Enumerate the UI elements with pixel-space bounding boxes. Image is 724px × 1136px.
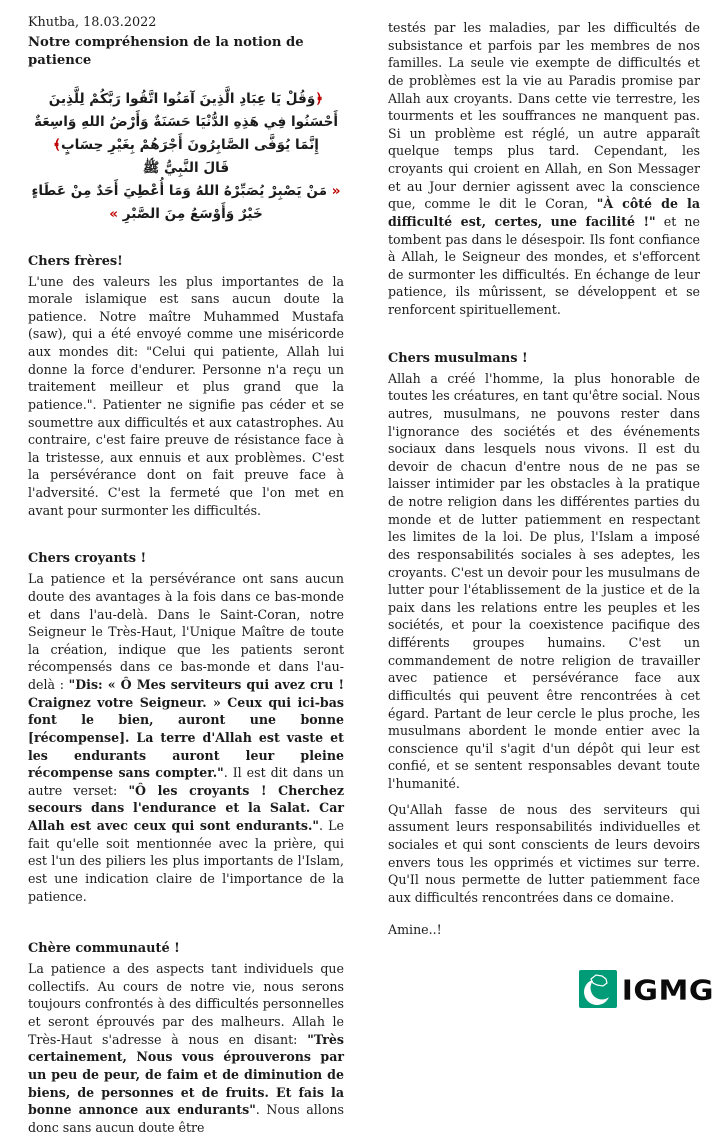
amine-line: Amine..! xyxy=(388,922,442,938)
igmg-logo xyxy=(579,970,714,1012)
right-column xyxy=(388,14,700,1136)
page-title: Notre compréhension de la notion de patience xyxy=(28,35,304,69)
crescent-icon xyxy=(579,970,617,1012)
section-heading-chere-communaute: Chère communauté ! xyxy=(28,941,180,957)
left-column xyxy=(28,14,344,1136)
paragraph-dua: Qu'Allah fasse de nous des serviteurs qui assument leurs responsabilités individuelles et sociales et qui sont conscients de leurs devoirs envers tous les opprimés et victimes sur terre. Qu'Il nous permette de lutter patiemment face aux difficultés rencontrées dans ce domaine. xyxy=(388,801,700,905)
section-heading-chers-croyants: Chers croyants ! xyxy=(28,551,147,567)
section-heading-chers-musulmans: Chers musulmans ! xyxy=(388,350,528,366)
narration-intro-arabic: قَالَ النَّبِيُّ ﷺ xyxy=(142,160,230,177)
quran-verse-arabic: ﴿وَقُلْ يَا عِبَادِ الَّذِينَ آمَنُوا اتَّقُوا رَبَّكُمْ لِلَّذِينَ أَحْسَنُوا فِي هَذِهِ الدُّنْيَا حَسَنَةٌ وَأَرْضُ اللهِ وَاسِعَةٌ إِنَّمَا يُوَفَّى الصَّابِرُونَ أَجْرَهُمْ بِغَيْرِ حِسَابٍ﴾ xyxy=(33,90,339,154)
paragraph-croyants: La patience et la persévérance ont sans aucun doute des avantages à la fois dans ce bas-monde et dans l'au-delà. Dans le Saint-Coran, notre Seigneur le Très-Haut, l'Unique Maître de toute la création, indique que les patients seront récompensés dans ce bas-monde et dans l'au-delà : "Dis: « Ô Mes serviteurs qui avez cru ! Craignez votre Seigneur. » Ceux qui ici-bas font le bien, auront une bonne [récompense]. La terre d'Allah est vaste et les endurants auront leur pleine récompense sans compter.". Il est dit dans un autre verset: "Ô les croyants ! Cherchez secours dans l'endurance et la Salat. Car Allah est avec ceux qui sont endurants.". Le fait qu'elle soit mentionnée avec la prière, qui est l'un des piliers les plus importants de l'Islam, est une indication claire de l'importance de la patience. xyxy=(28,571,345,904)
section-heading-chers-freres: Chers frères! xyxy=(28,253,123,269)
paragraph-freres: L'une des valeurs les plus importantes de la morale islamique est sans aucun doute la patience. Notre maître Muhammed Mustafa (saw), qui a été envoyé comme une miséricorde aux mondes dit: "Celui qui patiente, Allah lui donne la force d'endurer. Personne n'a reçu un traitement meilleur et plus grand que la patience.". Patienter ne signifie pas céder et se soumettre aux difficultés et aux catastrophes. Au contraire, c'est faire preuve de résistance face à la tristesse, aux ennuis et aux problèmes. C'est la persévérance dont on fait preuve face à l'adversité. C'est la fermeté que l'on met en avant pour surmonter les difficultés. xyxy=(28,273,344,518)
paragraph-communaute: La patience a des aspects tant individuels que collectifs. Au cours de notre vie, nous serons toujours confrontés à des difficultés personnelles et seront éprouvés par des malheurs. Allah le Très-Haut s'adresse à nous en disant: "Très certainement, Nous vous éprouverons par un peu de peur, de faim et de diminution de biens, de personnes et de fruits. Et fais la bonne annonce aux endurants". Nous allons donc sans aucun doute être xyxy=(28,961,344,1135)
hadith-arabic: « مَنْ يَصْبِرْ يُصَبِّرْهُ اللهُ وَمَا أُعْطِيَ أَحَدٌ مِنْ عَطَاءٍ خَيْرٌ وَأَوْسَعُ مِنَ الصَّبْرِ » xyxy=(31,183,341,223)
igmg-logo-text: IGMG xyxy=(621,974,714,1007)
paragraph-musulmans: Allah a créé l'homme, la plus honorable de toutes les créatures, en tant qu'être social. Nous autres, musulmans, ne pouvons rester dans l'ignorance des sociétés et des événements sociaux dans lesquels nous vivons. Il est du devoir de chacun d'entre nous de ne pas se laisser intimider par les obstacles à la pratique de notre religion dans les différentes parties du monde et de lutter patiemment en respectant les limites de la loi. De plus, l'Islam a imposé des responsabilités sociales à ses adeptes, les croyants. C'est un devoir pour les musulmans de lutter pour l'établissement de la justice et de la paix dans les relations entre les peuples et les sociétés, et pour la coexistence pacifique des différents groupes humains. C'est un commandement de notre religion de travailler avec patience et persévérance face aux difficultés qui peuvent être rencontrées à cet égard. Partant de leur cercle le plus proche, les musulmans abordent le monde entier avec la conscience qu'il s'agit d'un dépôt qui leur est confié, et se sentent responsables devant toute l'humanité. xyxy=(388,370,700,791)
date-line: Khutba, 18.03.2022 xyxy=(28,15,157,30)
arabic-quotes-block xyxy=(28,88,344,227)
paragraph-continuation: testés par les maladies, par les difficultés de subsistance et parfois par les membres de nos familles. La seule vie exempte de difficultés et de problèmes est la vie au Paradis promise par Allah aux croyants. Dans cette vie terrestre, les tourments et les souffrances ne manquent pas. Si un problème est réglé, un autre apparaît quelque temps plus tard. Cependant, les croyants qui croient en Allah, en Son Messager et au Jour dernier agissent avec la conscience que, comme le dit le Coran, "À côté de la difficulté est, certes, une facilité !" et ne tombent pas dans le désespoir. Ils font confiance à Allah, le Seigneur des mondes, et s'efforcent de surmonter les difficultés. En échange de leur patience, ils mûrissent, se développent et se renforcent spirituellement. xyxy=(388,20,700,317)
